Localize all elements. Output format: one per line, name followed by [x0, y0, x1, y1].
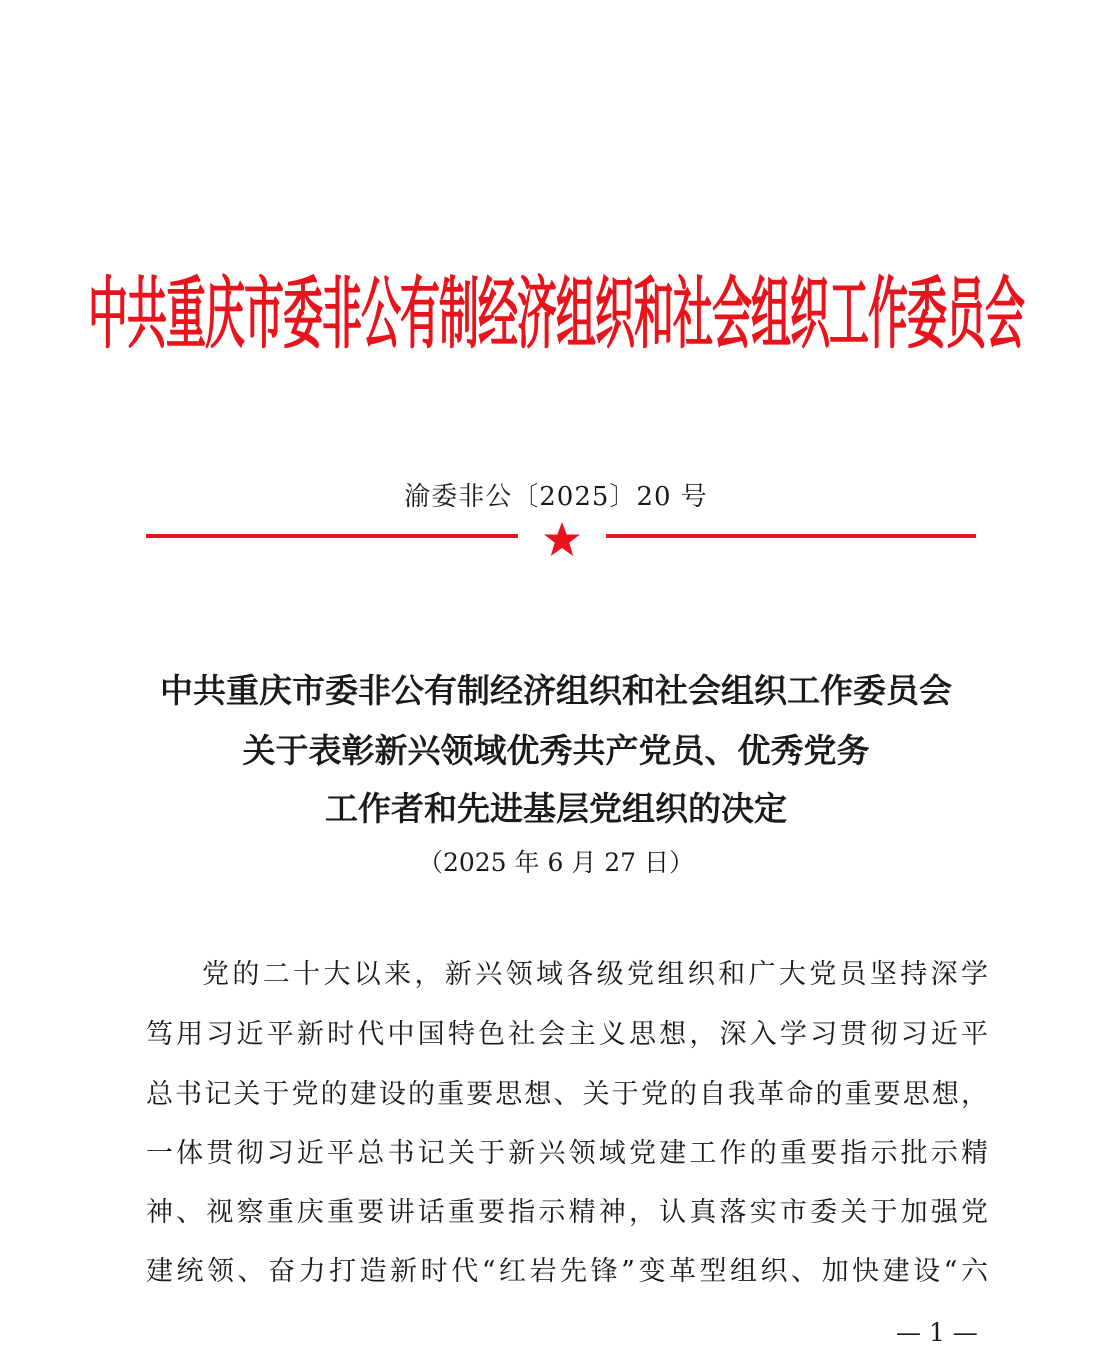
- document-date: （2025 年 6 月 27 日）: [417, 848, 695, 877]
- issuing-organization-name: 中共重庆市委非公有制经济组织和社会组织工作委员会: [88, 269, 1024, 360]
- document-number: 渝委非公〔2025〕20 号: [404, 482, 708, 512]
- red-header: [88, 248, 1024, 368]
- document-title-line: 关于表彰新兴领域优秀共产党员、优秀党务: [242, 731, 870, 770]
- red-star-icon: [542, 520, 582, 560]
- document-title-line: 工作者和先进基层党组织的决定: [325, 789, 787, 828]
- body-text-line: 党的二十大以来，新兴领域各级党组织和广大党员坚持深学: [202, 959, 988, 990]
- body-text-line: 建统领、奋力打造新时代“红岩先锋”变革型组织、加快建设“六: [146, 1256, 988, 1287]
- body-text-line: 笃用习近平新时代中国特色社会主义思想，深入学习贯彻习近平: [146, 1019, 988, 1050]
- document-title-line: 中共重庆市委非公有制经济组织和社会组织工作委员会: [160, 671, 952, 710]
- body-text-line: 神、视察重庆重要讲话重要指示精神，认真落实市委关于加强党: [146, 1197, 988, 1228]
- red-divider-left: [146, 534, 518, 538]
- body-text-line: 一体贯彻习近平总书记关于新兴领域党建工作的重要指示批示精: [146, 1138, 988, 1169]
- red-divider-right: [606, 534, 976, 538]
- page-number: — 1 —: [896, 1318, 978, 1347]
- body-text-line: 总书记关于党的建设的重要思想、关于党的自我革命的重要思想，: [146, 1079, 988, 1110]
